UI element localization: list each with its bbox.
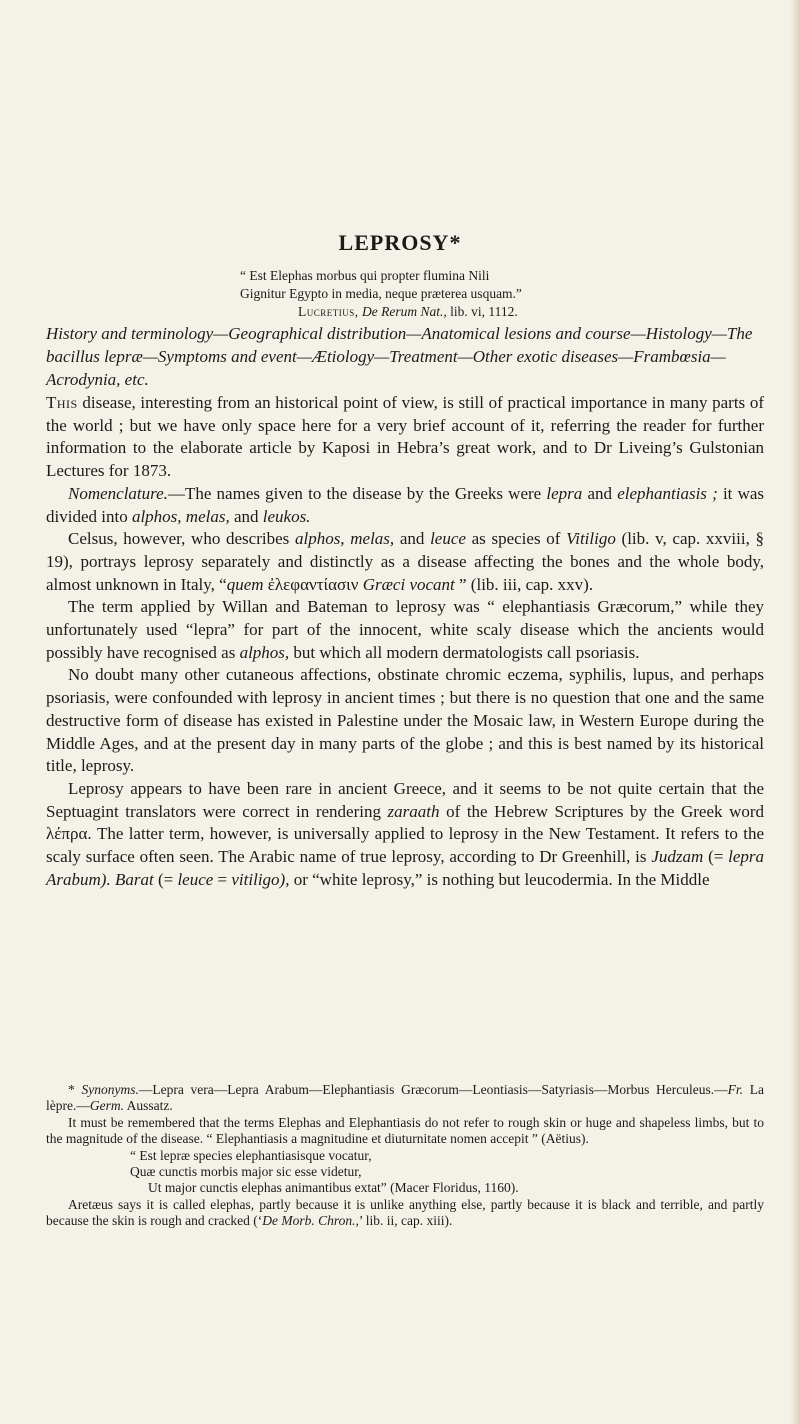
footnote-verse: Quæ cunctis morbis major sic esse videtur,: [130, 1164, 362, 1180]
term: elephantiasis ;: [617, 483, 718, 503]
term: Judzam: [651, 847, 704, 867]
paragraph-text: and: [587, 483, 613, 503]
footnote-text: Aretæus says it is called elephas, partly because it is unlike anything else, partly because it is black and terrible, and partly because the skin is rough and cracked (‘: [46, 1196, 764, 1229]
paragraph-text: or “white leprosy,” is nothing but leucodermia. In the Middle: [293, 869, 710, 889]
body-text: [46, 392, 764, 891]
chapter-contents: History and terminology—Geographical distribution—Anatomical lesions and course—Histology—The bacillus lepræ—Symptoms and event—Ætiology—Treatment—Other exotic diseases—Frambœsia—Acrodynia, etc.: [46, 324, 753, 389]
footnote-verse: “ Est lepræ species elephantiasisque vocatur,: [130, 1147, 372, 1163]
term: Barat: [114, 869, 154, 889]
term: leuce: [430, 529, 466, 549]
footnote: [46, 1197, 764, 1230]
term: alphos, melas,: [294, 529, 395, 549]
term: Græci vocant: [362, 574, 455, 594]
paragraph: [46, 528, 764, 596]
footnotes: [46, 1082, 764, 1230]
paragraph-text: and: [399, 529, 425, 549]
paragraph: [46, 778, 764, 892]
footnote-heading: Synonyms.: [81, 1082, 139, 1097]
paragraph-text: Leprosy appears to have been rare in ancient Greece, and it seems to be not quite certain that the Septuagint translators were correct in rendering: [46, 778, 764, 821]
footnote-text: Aussatz.: [126, 1098, 173, 1114]
term: alphos, melas,: [131, 506, 230, 526]
term: Germ.: [89, 1098, 124, 1114]
epigraph-line: Gignitur Egypto in media, neque præterea usquam.”: [240, 286, 522, 301]
paragraph-text: (=: [157, 869, 174, 889]
paragraph-text: (lib. v, cap. xxviii, § 19), portrays leprosy separately and distinctly as a disease affecting the bones and the whole body, almost unknown in Italy, “: [46, 529, 765, 594]
footnote-verse: Ut major cunctis elephas animantibus extat” (Macer Floridus, 1160).: [148, 1180, 519, 1196]
term: vitiligo),: [231, 869, 290, 889]
term: Fr.: [727, 1082, 744, 1097]
term: quem: [226, 574, 264, 594]
epigraph: [240, 267, 780, 321]
paragraph: No doubt many other cutaneous affections, obstinate chromic eczema, syphilis, lupus, and perhaps psoriasis, were confounded with leprosy in ancient times ; but there is no question that one and the same destructive form of disease has existed in Palestine under the Mosaic law, in Western Europe during the Middle Ages, and at the present day in many parts of the globe ; and this is best named by its historical title, leprosy.: [46, 665, 764, 776]
term: leuce: [177, 869, 214, 889]
lead-word: This: [46, 393, 78, 412]
footnote-text: —Lepra vera—Lepra Arabum—Elephantiasis Græcorum—Leontiasis—Satyriasis—Morbus Herculeus.—: [138, 1082, 728, 1097]
paragraph-text: =: [217, 869, 228, 889]
paragraph-text: Celsus, however, who describes: [68, 529, 290, 549]
term: leukos.: [262, 506, 311, 526]
term: lepra: [546, 483, 583, 503]
paragraph-text: (=: [708, 847, 724, 867]
term: alphos,: [239, 642, 290, 662]
paragraph-text: of the Hebrew Scriptures by the Greek word: [446, 801, 765, 821]
paragraph: [46, 483, 764, 528]
footnote-text: La lèpre.—: [46, 1082, 765, 1114]
paragraph-text: The term applied by Willan and Bateman to leprosy was “ elephantiasis Græcorum,” while they unfortunately used “lepra” for part of the innocent, white scaly disease which the ancients would possibly have recognised as: [46, 597, 764, 662]
paragraph-text: disease, interesting from an historical point of view, is still of practical importance in many parts of the world ; but we have only space here for a very brief account of it, referring the reader for further information to the elaborate article by Kaposi in Hebra’s great work, and to Dr Liveing’s Gulstonian Lectures for 1873.: [46, 393, 765, 481]
epigraph-location: lib. vi, 1112.: [450, 304, 518, 319]
paragraph-text: but which all modern dermatologists call psoriasis.: [293, 642, 640, 662]
footnote-text: ’ lib. ii, cap. xiii).: [358, 1213, 453, 1229]
paragraph-text: —The names given to the disease by the Greeks were: [167, 483, 542, 503]
term: lepra Arabum).: [46, 847, 764, 889]
page-edge-shadow: [790, 0, 800, 1424]
paragraph: [46, 596, 764, 664]
section-heading: Nomenclature.: [68, 483, 168, 503]
term: Vitiligo: [566, 529, 616, 549]
paragraph-text: and: [233, 506, 259, 526]
paragraph-text: it was divided into: [46, 483, 765, 526]
footnote-mark: *: [68, 1082, 75, 1097]
greek-word: λέπρα.: [46, 824, 92, 844]
footnote: [46, 1082, 764, 1115]
paragraph-text: as species of: [471, 529, 561, 549]
footnote: It must be remembered that the terms Elephas and Elephantiasis do not refer to rough skin or huge and shapeless limbs, but to the magnitude of the disease. “ Elephantiasis a magnitudine et diuturnitate nomen accepit ” (Aëtius).: [46, 1114, 764, 1147]
paragraph-text: ” (lib. iii, cap. xxv).: [459, 574, 594, 594]
term: De Morb. Chron.,: [262, 1213, 359, 1229]
paragraph: [46, 392, 764, 483]
epigraph-author: Lucretius,: [298, 304, 359, 319]
epigraph-work: De Rerum Nat.,: [362, 304, 447, 319]
term: zaraath: [387, 801, 440, 821]
epigraph-line: “ Est Elephas morbus qui propter flumina Nili: [240, 268, 490, 283]
paragraph-text: The latter term, however, is universally applied to leprosy in the New Testament. It refers to the scaly surface often seen. The Arabic name of true leprosy, according to Dr Greenhill, is: [46, 824, 764, 867]
greek-word: ἐλεφαντίασιν: [267, 574, 359, 594]
epigraph-reference: [240, 303, 780, 321]
chapter-title: LEPROSY*: [338, 230, 462, 255]
